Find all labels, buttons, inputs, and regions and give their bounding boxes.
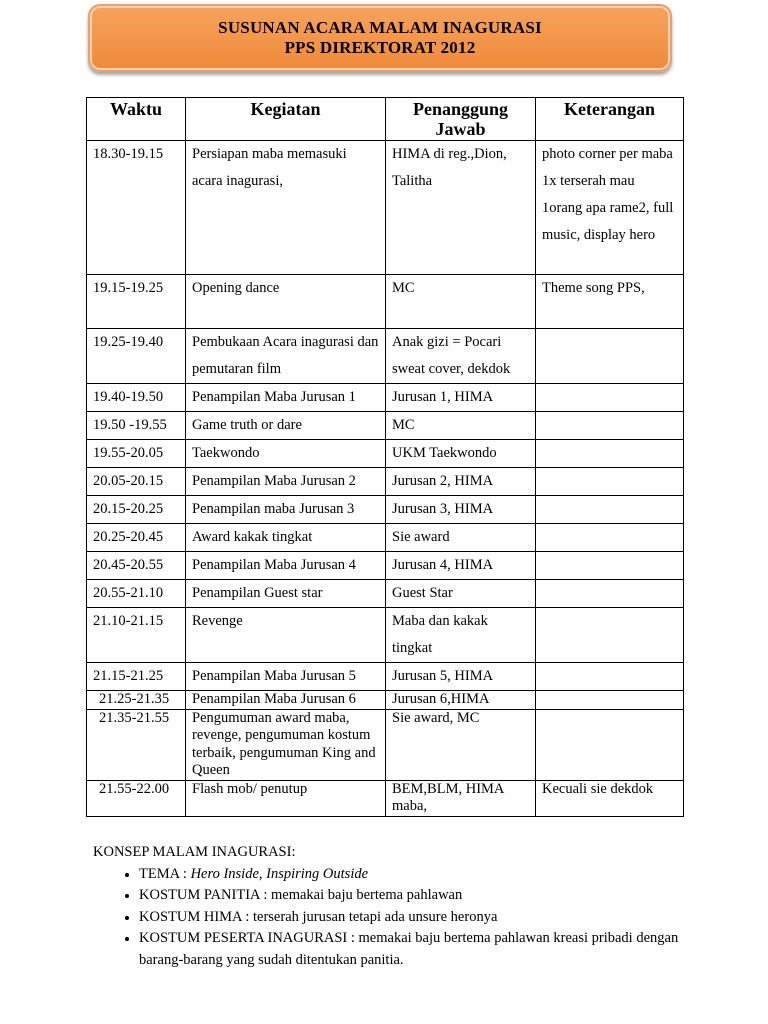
cell-kegiatan: Taekwondo (186, 440, 386, 468)
table-row (87, 524, 684, 552)
table-row (87, 780, 684, 816)
cell-penanggung-jawab: Jurusan 5, HIMA (386, 663, 536, 691)
table-row (87, 141, 684, 275)
table-row (87, 691, 684, 710)
cell-kegiatan: Flash mob/ penutup (186, 780, 386, 816)
cell-keterangan (536, 329, 684, 384)
konsep-section (93, 842, 693, 971)
header-waktu: Waktu (87, 98, 186, 141)
cell-keterangan (536, 709, 684, 780)
konsep-heading: KONSEP MALAM INAGURASI: (93, 844, 296, 860)
cell-waktu: 19.25-19.40 (87, 329, 186, 384)
konsep-list (93, 864, 693, 972)
table-row (87, 468, 684, 496)
cell-keterangan: Theme song PPS, (536, 275, 684, 329)
cell-keterangan (536, 468, 684, 496)
cell-keterangan (536, 691, 684, 710)
cell-waktu: 19.55-20.05 (87, 440, 186, 468)
cell-waktu: 19.50 -19.55 (87, 412, 186, 440)
cell-penanggung-jawab: Guest Star (386, 580, 536, 608)
cell-keterangan: Kecuali sie dekdok (536, 780, 684, 816)
cell-penanggung-jawab: MC (386, 412, 536, 440)
cell-kegiatan: Revenge (186, 608, 386, 663)
cell-waktu: 20.45-20.55 (87, 552, 186, 580)
cell-kegiatan: Penampilan Maba Jurusan 6 (186, 691, 386, 710)
title-banner (88, 4, 672, 72)
cell-waktu: 20.15-20.25 (87, 496, 186, 524)
header-kegiatan: Kegiatan (186, 98, 386, 141)
cell-keterangan (536, 663, 684, 691)
schedule-table (86, 97, 684, 817)
cell-keterangan (536, 440, 684, 468)
cell-penanggung-jawab: Anak gizi = Pocari sweat cover, dekdok (386, 329, 536, 384)
cell-keterangan: photo corner per maba 1x terserah mau 1orang apa rame2, full music, display hero (536, 141, 684, 275)
cell-penanggung-jawab: Jurusan 1, HIMA (386, 384, 536, 412)
table-row (87, 496, 684, 524)
cell-penanggung-jawab: Jurusan 6,HIMA (386, 691, 536, 710)
cell-penanggung-jawab: Sie award (386, 524, 536, 552)
cell-waktu: 19.40-19.50 (87, 384, 186, 412)
title-line-2: PPS DIREKTORAT 2012 (284, 38, 476, 57)
cell-kegiatan: Pembukaan Acara inagurasi dan pemutaran film (186, 329, 386, 384)
cell-keterangan (536, 412, 684, 440)
cell-penanggung-jawab: UKM Taekwondo (386, 440, 536, 468)
cell-kegiatan: Penampilan Maba Jurusan 5 (186, 663, 386, 691)
cell-kegiatan: Award kakak tingkat (186, 524, 386, 552)
tema-label: TEMA : (139, 865, 191, 882)
cell-keterangan (536, 608, 684, 663)
table-row (87, 440, 684, 468)
cell-kegiatan: Pengumuman award maba, revenge, pengumuman kostum terbaik, pengumuman King and Queen (186, 709, 386, 780)
table-row (87, 709, 684, 780)
list-item (139, 864, 693, 886)
cell-waktu: 20.55-21.10 (87, 580, 186, 608)
cell-kegiatan: Opening dance (186, 275, 386, 329)
cell-penanggung-jawab: MC (386, 275, 536, 329)
cell-kegiatan: Game truth or dare (186, 412, 386, 440)
cell-penanggung-jawab: Jurusan 2, HIMA (386, 468, 536, 496)
table-row (87, 275, 684, 329)
table-row (87, 608, 684, 663)
title-line-1: SUSUNAN ACARA MALAM INAGURASI (218, 18, 542, 37)
cell-kegiatan: Penampilan Maba Jurusan 2 (186, 468, 386, 496)
cell-waktu: 21.55-22.00 (87, 780, 186, 816)
list-item: • KOSTUM PESERTA INAGURASI : memakai baju bertema pahlawan kreasi pribadi dengan barang-barang yang sudah ditentukan panitia. (139, 928, 693, 971)
table-row (87, 329, 684, 384)
cell-keterangan (536, 580, 684, 608)
cell-penanggung-jawab: Jurusan 3, HIMA (386, 496, 536, 524)
list-item: • KOSTUM PANITIA : memakai baju bertema pahlawan (139, 885, 693, 907)
cell-waktu: 21.15-21.25 (87, 663, 186, 691)
cell-waktu: 21.25-21.35 (87, 691, 186, 710)
table-row (87, 552, 684, 580)
cell-penanggung-jawab: HIMA di reg.,Dion, Talitha (386, 141, 536, 275)
cell-waktu: 20.25-20.45 (87, 524, 186, 552)
table-row (87, 412, 684, 440)
cell-waktu: 20.05-20.15 (87, 468, 186, 496)
cell-kegiatan: Penampilan Maba Jurusan 1 (186, 384, 386, 412)
header-penanggung-jawab: Penanggung Jawab (386, 98, 536, 141)
cell-kegiatan: Penampilan maba Jurusan 3 (186, 496, 386, 524)
cell-kegiatan: Penampilan Guest star (186, 580, 386, 608)
cell-penanggung-jawab: Sie award, MC (386, 709, 536, 780)
table-row (87, 663, 684, 691)
table-header-row (87, 98, 684, 141)
cell-waktu: 18.30-19.15 (87, 141, 186, 275)
cell-kegiatan: Persiapan maba memasuki acara inagurasi, (186, 141, 386, 275)
table-row (87, 580, 684, 608)
cell-waktu: 21.10-21.15 (87, 608, 186, 663)
cell-keterangan (536, 552, 684, 580)
cell-waktu: 19.15-19.25 (87, 275, 186, 329)
cell-keterangan (536, 384, 684, 412)
cell-penanggung-jawab: Jurusan 4, HIMA (386, 552, 536, 580)
tema-value: Hero Inside, Inspiring Outside (190, 865, 369, 882)
list-item: • KOSTUM HIMA : terserah jurusan tetapi ada unsure heronya (139, 907, 693, 929)
table-row (87, 384, 684, 412)
cell-waktu: 21.35-21.55 (87, 709, 186, 780)
cell-keterangan (536, 496, 684, 524)
cell-penanggung-jawab: BEM,BLM, HIMA maba, (386, 780, 536, 816)
cell-penanggung-jawab: Maba dan kakak tingkat (386, 608, 536, 663)
cell-keterangan (536, 524, 684, 552)
header-keterangan: Keterangan (536, 98, 684, 141)
cell-kegiatan: Penampilan Maba Jurusan 4 (186, 552, 386, 580)
